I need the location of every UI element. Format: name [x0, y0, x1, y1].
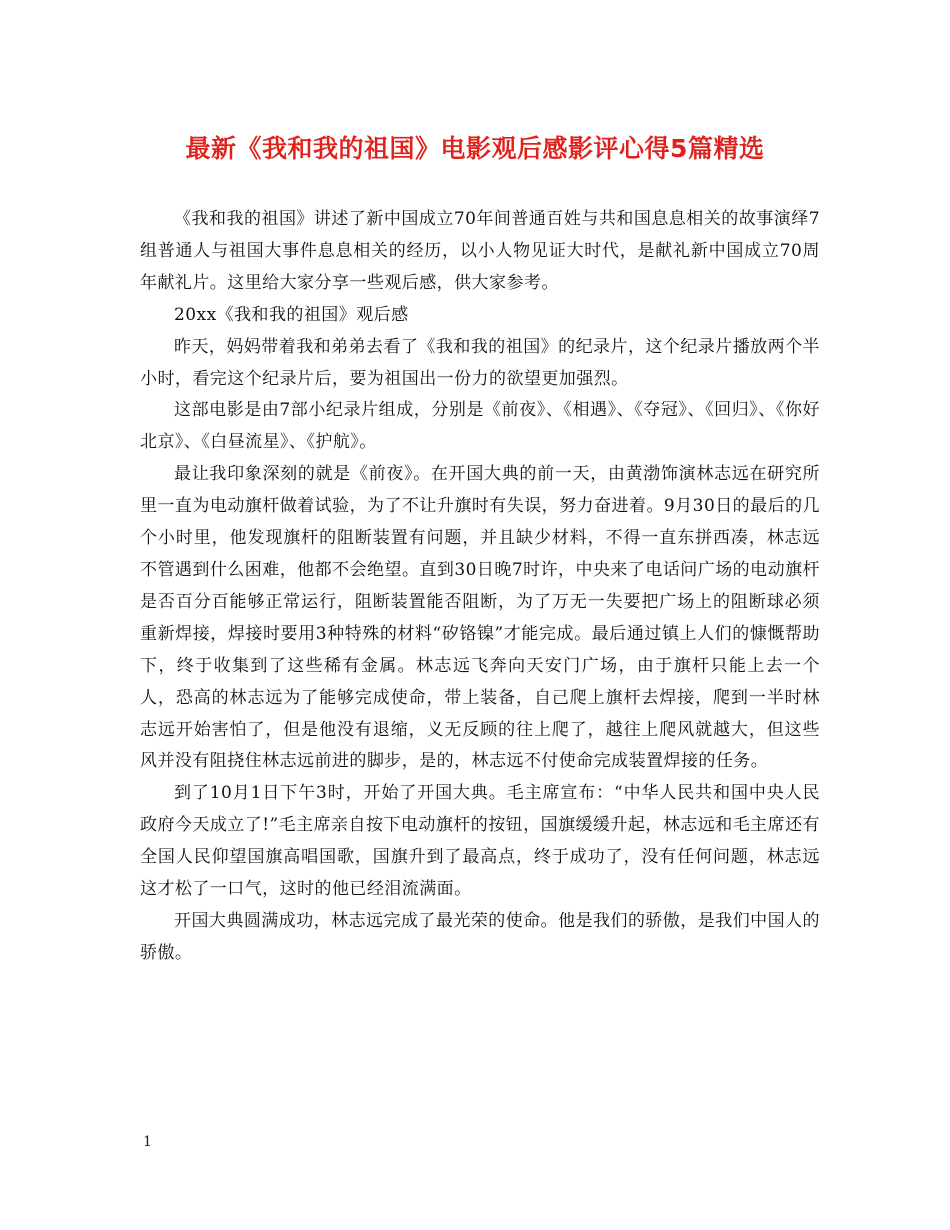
- page-number: 1: [143, 1134, 152, 1150]
- paragraph-eve: 最让我印象深刻的就是《前夜》。在开国大典的前一天，由黄渤饰演林志远在研究所里一直为电动旗杆做着试验，为了不让升旗时有失误，努力奋进着。9月30日的最后的几个小时里，他发现旗杆的阻断装置有问题，并且缺少材料，不得一直东拼西凑，林志远不管遇到什么困难，他都不会绝望。直到30日晚7时许，中央来了电话问广场的电动旗杆是否百分百能够正常运行，阻断装置能否阻断，为了万无一失要把广场上的阻断球必须重新焊接，焊接时要用3种特殊的材料“矽铬镍”才能完成。最后通过镇上人们的慷慨帮助下，终于收集到了这些稀有金属。林志远飞奔向天安门广场，由于旗杆只能上去一个人，恐高的林志远为了能够完成使命，带上装备，自己爬上旗杆去焊接，爬到一半时林志远开始害怕了，但是他没有退缩，义无反顾的往上爬了，越往上爬风就越大，但这些风并没有阻挠住林志远前进的脚步，是的，林志远不付使命完成装置焊接的任务。: [140, 464, 820, 772]
- paragraph-conclusion: 开国大典圆满成功，林志远完成了最光荣的使命。他是我们的骄傲，是我们中国人的骄傲。: [140, 910, 820, 963]
- document-title: 最新《我和我的祖国》电影观后感影评心得5篇精选: [185, 134, 765, 163]
- section-heading: 20xx《我和我的祖国》观后感: [174, 304, 409, 325]
- paragraph-ceremony: 到了10月1日下午3时，开始了开国大典。毛主席宣布：“中华人民共和国中央人民政府今天成立了!”毛主席亲自按下电动旗杆的按钮，国旗缓缓升起，林志远和毛主席还有全国人民仰望国旗高唱国歌，国旗升到了最高点，终于成功了，没有任何问题，林志远这才松了一口气，这时的他已经泪流满面。: [140, 783, 820, 900]
- paragraph-intro: 《我和我的祖国》讲述了新中国成立70年间普通百姓与共和国息息相关的故事演绎7组普通人与祖国大事件息息相关的经历，以小人物见证大时代，是献礼新中国成立70周年献礼片。这里给大家分享一些观后感，供大家参考。: [140, 209, 820, 293]
- document-body: [140, 204, 820, 970]
- paragraph-yesterday: 昨天，妈妈带着我和弟弟去看了《我和我的祖国》的纪录片，这个纪录片播放两个半小时，看完这个纪录片后，要为祖国出一份力的欲望更加强烈。: [140, 336, 820, 389]
- paragraph-film-parts: 这部电影是由7部小纪录片组成，分别是《前夜》、《相遇》、《夺冠》、《回归》、《你好北京》、《白昼流星》、《护航》。: [140, 400, 820, 453]
